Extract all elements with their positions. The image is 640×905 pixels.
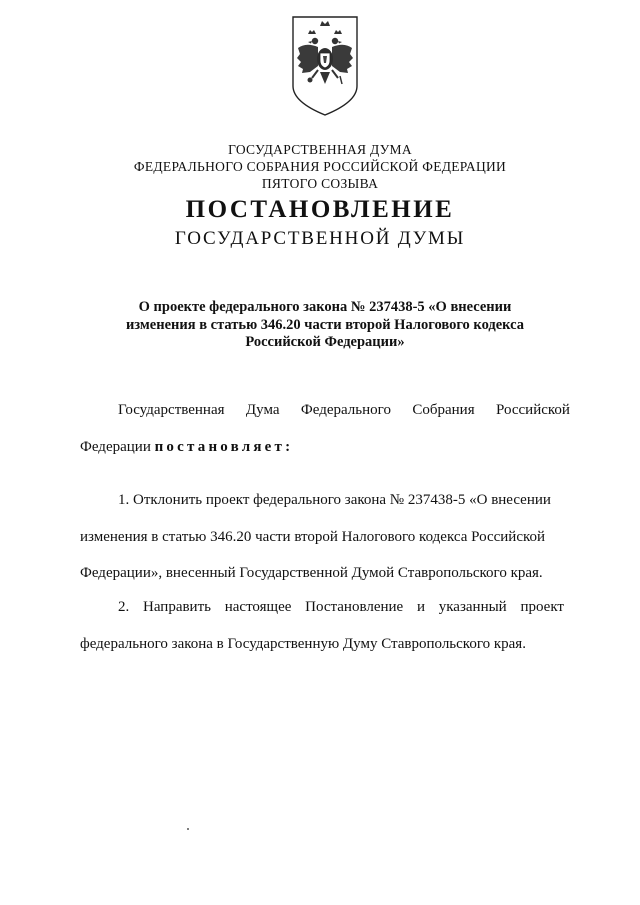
subject-line-2: изменения в статью 346.20 части второй Налогового кодекса bbox=[125, 316, 525, 333]
item-2-word: указанный bbox=[438, 599, 507, 615]
item-1-line-1: 1. Отклонить проект федерального закона № 237438-5 «О внесении bbox=[118, 492, 551, 508]
org-line-1: ГОСУДАРСТВЕННАЯ ДУМА bbox=[228, 142, 412, 157]
preamble-word: Дума bbox=[245, 402, 280, 418]
item-2-word: Постановление bbox=[305, 599, 404, 615]
preamble-line-2 bbox=[80, 439, 293, 456]
item-1-line-2: изменения в статью 346.20 части второй Налогового кодекса Российской bbox=[80, 529, 546, 545]
org-line-3: ПЯТОГО СОЗЫВА bbox=[261, 176, 379, 191]
item-2-word: Направить bbox=[143, 599, 211, 615]
subject-line-1: О проекте федерального закона № 237438-5 «О внесении bbox=[138, 299, 512, 315]
resolution-subject bbox=[110, 299, 540, 352]
document-type-title: ПОСТАНОВЛЕНИЕ bbox=[185, 196, 455, 223]
item-2-word: проект bbox=[520, 599, 564, 615]
item-1-line-3: Федерации», внесенный Государственной Думой Ставропольского края. bbox=[80, 565, 543, 581]
preamble-word: Собрания bbox=[412, 402, 475, 418]
scan-speck bbox=[187, 828, 189, 830]
preamble-word: Федерального bbox=[300, 402, 391, 418]
item-2-line-1 bbox=[118, 599, 564, 616]
organization-header bbox=[0, 141, 640, 192]
org-line-2: ФЕДЕРАЛЬНОГО СОБРАНИЯ РОССИЙСКОЙ ФЕДЕРАЦИИ bbox=[133, 159, 507, 174]
coat-of-arms-icon bbox=[290, 14, 360, 118]
preamble-verb: постановляет: bbox=[154, 439, 294, 455]
preamble-continuation: Федерации bbox=[80, 439, 151, 455]
item-2-word: и bbox=[416, 599, 425, 615]
item-2-word: 2. bbox=[118, 599, 130, 615]
item-2-line-2: федерального закона в Государственную Думу Ставропольского края. bbox=[80, 636, 526, 652]
preamble-word: Российской bbox=[496, 402, 570, 418]
item-2-word: настоящее bbox=[224, 599, 292, 615]
document-issuer: ГОСУДАРСТВЕННОЙ ДУМЫ bbox=[174, 228, 466, 249]
preamble-line-1 bbox=[118, 402, 570, 419]
preamble-word: Государственная bbox=[118, 402, 225, 418]
subject-line-3: Российской Федерации» bbox=[245, 334, 405, 350]
